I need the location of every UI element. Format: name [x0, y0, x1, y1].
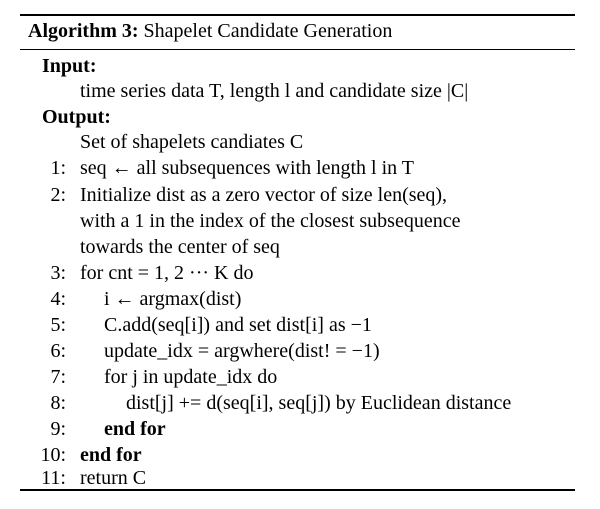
step-text: C.add(seq[i]) and set dist[i] as −1 — [104, 314, 372, 336]
line-number: 1: — [50, 157, 66, 179]
step-text: update_idx = argwhere(dist! = −1) — [104, 340, 380, 362]
line-number: 10: — [40, 444, 66, 466]
step-text: seq ← all subsequences with length l in T — [80, 157, 415, 179]
line-number: 8: — [50, 392, 66, 414]
output-label: Output: — [42, 106, 111, 128]
output-text-value: Set of shapelets candiates C — [80, 131, 304, 153]
header-rule — [20, 49, 575, 50]
line-number: 4: — [50, 288, 66, 310]
top-rule — [20, 14, 575, 16]
step-text: end for — [104, 418, 166, 440]
algorithm-label: Algorithm 3: — [28, 20, 139, 42]
algorithm-name: Shapelet Candidate Generation — [143, 20, 393, 42]
step-text: towards the center of seq — [80, 236, 280, 258]
line-number: 2: — [50, 184, 66, 206]
line-number: 11: — [41, 467, 66, 489]
step-text: end for — [80, 444, 142, 466]
step-text: with a 1 in the index of the closest subsequence — [80, 210, 461, 232]
line-number: 7: — [50, 366, 66, 388]
line-number: 6: — [50, 340, 66, 362]
input-text — [80, 78, 468, 104]
bottom-rule — [20, 489, 575, 491]
step-text: dist[j] += d(seq[i], seq[j]) by Euclidean distance — [126, 392, 512, 414]
step-text: i ← argmax(dist) — [104, 288, 242, 310]
line-number: 9: — [50, 418, 66, 440]
step-text: for j in update_idx do — [104, 366, 278, 388]
algorithm-title — [28, 18, 392, 44]
line-number: 5: — [50, 314, 66, 336]
step-text: return C — [80, 467, 147, 489]
line-number: 3: — [50, 262, 66, 284]
step-text: for cnt = 1, 2 ··· K do — [80, 262, 254, 284]
input-label: Input: — [42, 55, 97, 77]
output-text — [80, 129, 303, 155]
input-text-value: time series data T, length l and candidate size |C| — [80, 80, 469, 102]
step-text: Initialize dist as a zero vector of size len(seq), — [80, 184, 448, 206]
